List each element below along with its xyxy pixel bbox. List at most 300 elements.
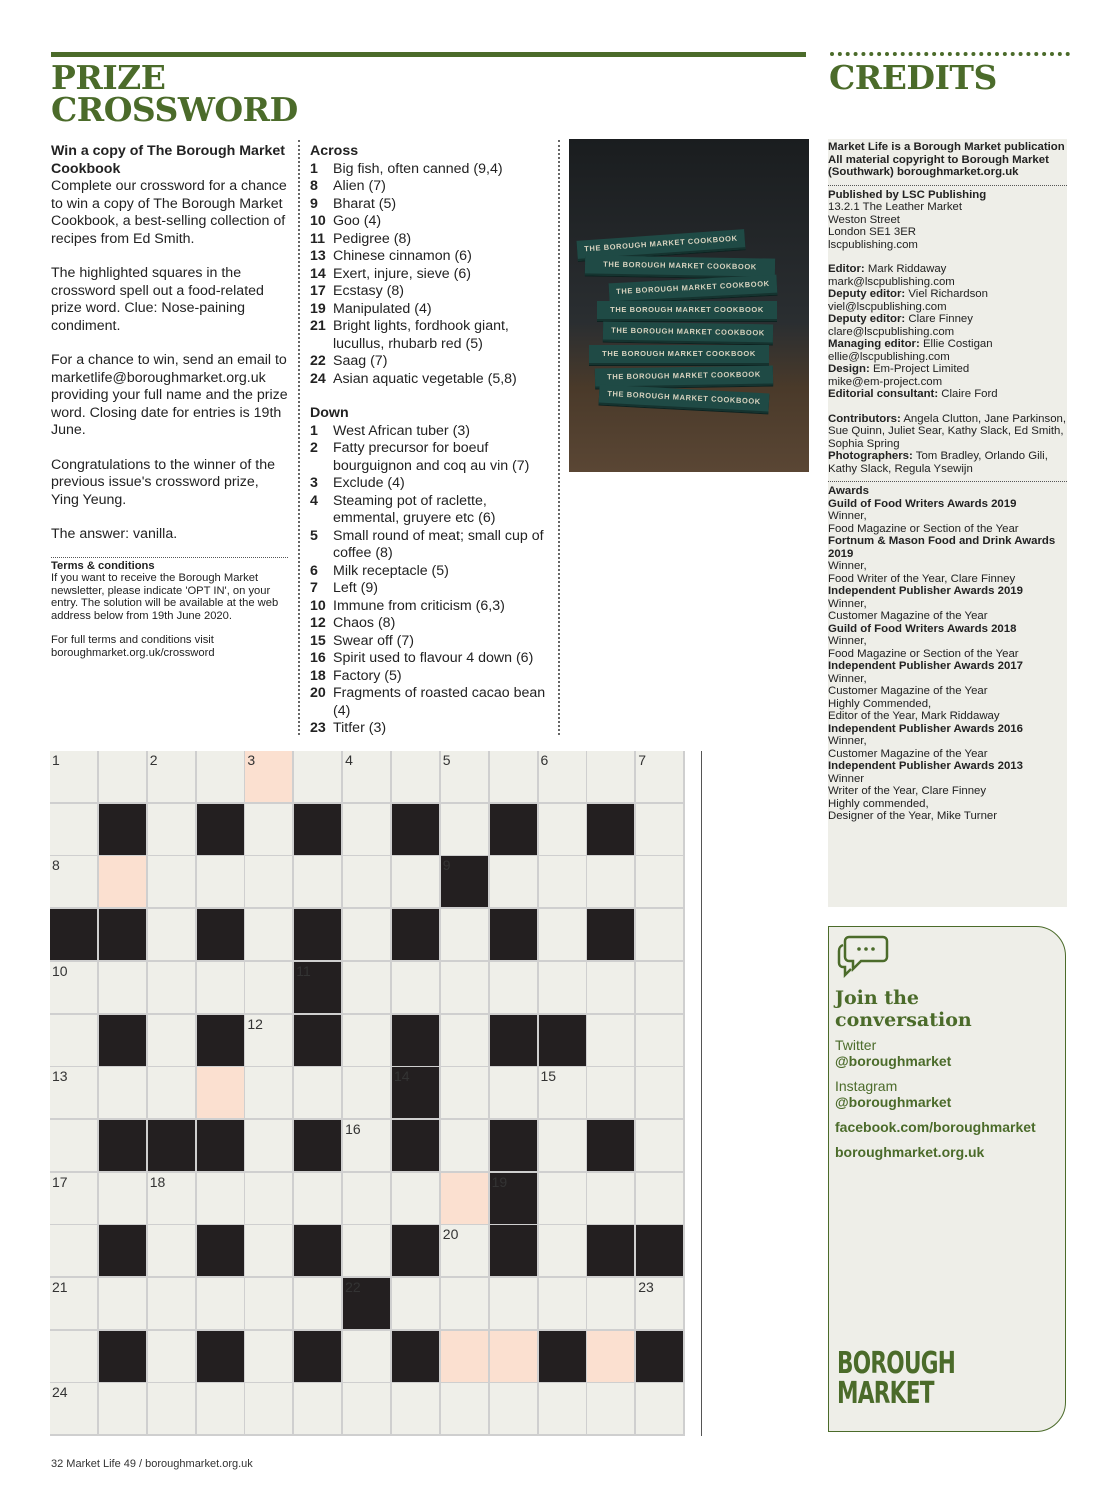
photographers xyxy=(828,450,1067,475)
intro-column xyxy=(51,143,288,671)
grid-clue-number: 19 xyxy=(491,1173,508,1190)
grid-black-square xyxy=(197,1015,244,1066)
grid-square[interactable] xyxy=(245,1173,292,1224)
grid-clue-number: 14 xyxy=(393,1068,410,1085)
award-line: Winner xyxy=(828,772,865,785)
award-line: Winner, xyxy=(828,672,867,685)
grid-square[interactable] xyxy=(245,909,292,960)
facebook-link[interactable]: facebook.com/boroughmarket xyxy=(835,1119,1036,1135)
grid-black-square xyxy=(294,1331,341,1382)
grid-clue-number: 2 xyxy=(149,752,158,768)
staff-email: ellie@lscpublishing.com xyxy=(828,350,950,363)
grid-square[interactable] xyxy=(50,1278,97,1329)
staff-entry xyxy=(828,288,1067,301)
grid-square[interactable] xyxy=(245,962,292,1013)
intro-paragraph: Congratulations to the winner of the previous issue's crossword prize, Ying Yeung. xyxy=(51,456,275,508)
grid-square[interactable] xyxy=(343,804,390,855)
twitter-handle-link[interactable]: @boroughmarket xyxy=(835,1053,952,1069)
grid-square[interactable] xyxy=(636,856,683,907)
grid-square[interactable] xyxy=(343,1225,390,1276)
grid-square[interactable] xyxy=(50,856,97,907)
grid-square[interactable] xyxy=(441,1383,488,1434)
grid-square[interactable] xyxy=(441,909,488,960)
grid-clue-number: 8 xyxy=(52,857,60,874)
clue-text: Small round of meat; small cup of coffee (8) xyxy=(333,527,544,561)
grid-black-square xyxy=(490,909,537,960)
book-spine: THE BOROUGH MARKET COOKBOOK xyxy=(595,365,773,388)
grid-square[interactable] xyxy=(50,804,97,855)
grid-clue-number: 5 xyxy=(442,752,451,768)
grid-square[interactable] xyxy=(587,751,634,802)
grid-square[interactable] xyxy=(539,1120,586,1171)
grid-black-square xyxy=(392,1015,439,1066)
clue-text: Saag (7) xyxy=(333,353,388,369)
clue-text: Bharat (5) xyxy=(333,195,397,212)
grid-square[interactable] xyxy=(539,1225,586,1276)
terms-paragraph: If you want to receive the Borough Market newsletter, please indicate 'OPT IN', on your entry. The solution will be available at the web address below from 19th June 2020. xyxy=(51,572,279,622)
down-heading: Down xyxy=(310,405,349,421)
grid-square[interactable] xyxy=(636,909,683,960)
across-heading: Across xyxy=(310,143,359,159)
grid-square[interactable] xyxy=(587,856,634,907)
award-line: Highly Commended, xyxy=(828,697,932,710)
grid-square[interactable] xyxy=(539,962,586,1013)
clues-column xyxy=(310,143,555,738)
staff-name: Clare Finney xyxy=(908,313,973,325)
grid-square[interactable] xyxy=(294,1278,341,1329)
staff-list xyxy=(828,263,1067,401)
staff-entry xyxy=(828,263,1067,276)
staff-role: Managing editor: xyxy=(828,338,920,350)
grid-square[interactable] xyxy=(50,1331,97,1382)
grid-square[interactable] xyxy=(148,1067,195,1118)
grid-square[interactable] xyxy=(490,1383,537,1434)
grid-square[interactable] xyxy=(148,909,195,960)
clue-number: 12 xyxy=(310,615,326,631)
award-line: Designer of the Year, Mike Turner xyxy=(828,810,998,822)
grid-square[interactable] xyxy=(50,1383,97,1434)
grid-clue-number: 16 xyxy=(345,1120,361,1137)
grid-square[interactable] xyxy=(392,1383,439,1434)
grid-square[interactable] xyxy=(539,909,586,960)
grid-highlight-square[interactable] xyxy=(197,1067,244,1118)
clue-item xyxy=(310,231,555,249)
grid-square[interactable] xyxy=(587,1067,634,1118)
grid-square[interactable] xyxy=(392,751,439,802)
grid-black-square xyxy=(197,1331,244,1382)
intro-paragraph: The answer: vanilla. xyxy=(51,526,178,542)
grid-square[interactable] xyxy=(148,856,195,907)
grid-square[interactable] xyxy=(148,1015,195,1066)
book-spine: THE BOROUGH MARKET COOKBOOK xyxy=(603,322,773,345)
grid-square[interactable] xyxy=(50,1173,97,1224)
grid-square[interactable] xyxy=(245,1278,292,1329)
grid-black-square xyxy=(294,909,341,960)
grid-square[interactable] xyxy=(587,1383,634,1434)
grid-black-square xyxy=(490,1120,537,1171)
grid-black-square xyxy=(197,1120,244,1171)
grid-clue-number: 10 xyxy=(52,962,68,979)
grid-square[interactable] xyxy=(197,751,244,802)
grid-square[interactable] xyxy=(99,1067,146,1118)
grid-square[interactable] xyxy=(343,1120,390,1171)
clue-item xyxy=(310,353,555,371)
grid-highlight-square[interactable] xyxy=(587,1331,634,1382)
staff-name: Viel Richardson xyxy=(908,288,988,300)
grid-black-square xyxy=(636,1331,683,1382)
clue-text: Milk receptacle (5) xyxy=(333,562,449,579)
intro-heading: Win a copy of The Borough Market Cookbook xyxy=(51,143,285,177)
grid-clue-number: 1 xyxy=(52,752,60,768)
staff-entry xyxy=(828,363,1067,376)
grid-black-square xyxy=(294,1120,341,1171)
grid-highlight-square[interactable] xyxy=(441,1173,488,1224)
page-title xyxy=(51,58,298,129)
clue-number: 4 xyxy=(310,492,318,509)
grid-square[interactable] xyxy=(197,856,244,907)
contributors-label: Contributors: xyxy=(828,412,901,425)
page-footer: 32 Market Life 49 / boroughmarket.org.uk xyxy=(51,1458,253,1470)
clue-number: 2 xyxy=(310,440,318,456)
staff-entry xyxy=(828,313,1067,326)
grid-clue-number: 22 xyxy=(345,1279,361,1295)
grid-black-square xyxy=(392,1331,439,1382)
clue-number: 14 xyxy=(310,265,326,282)
join-heading-line2: conversation xyxy=(835,1009,972,1031)
grid-square[interactable] xyxy=(197,1383,244,1434)
grid-square[interactable] xyxy=(245,1120,292,1171)
grid-square[interactable] xyxy=(50,962,97,1013)
clue-item xyxy=(310,563,555,581)
crossword-grid xyxy=(50,751,685,1436)
clue-number: 1 xyxy=(310,422,318,439)
grid-square[interactable] xyxy=(148,1278,195,1329)
grid-square[interactable] xyxy=(392,962,439,1013)
grid-square[interactable] xyxy=(99,1173,146,1224)
clue-text: Alien (7) xyxy=(333,178,386,194)
grid-square[interactable] xyxy=(490,856,537,907)
grid-black-square xyxy=(441,856,488,907)
award-line: Highly commended, xyxy=(828,797,929,810)
grid-square[interactable] xyxy=(294,1173,341,1224)
grid-highlight-square[interactable] xyxy=(441,1331,488,1382)
grid-square[interactable] xyxy=(636,1383,683,1434)
grid-square[interactable] xyxy=(294,1067,341,1118)
staff-name: Ellie Costigan xyxy=(922,338,993,350)
grid-square[interactable] xyxy=(50,1015,97,1066)
grid-square[interactable] xyxy=(343,751,390,802)
grid-square[interactable] xyxy=(441,962,488,1013)
down-clue-list xyxy=(310,423,555,738)
grid-square[interactable] xyxy=(343,1015,390,1066)
grid-square[interactable] xyxy=(539,856,586,907)
grid-square[interactable] xyxy=(50,751,97,802)
grid-clue-number: 12 xyxy=(247,1015,263,1032)
intro-paragraph: Complete our crossword for a chance to win a copy of The Borough Market Cookbook, a best-selling collection of recipes from Ed Smith. xyxy=(51,178,287,247)
grid-square[interactable] xyxy=(587,962,634,1013)
grid-square[interactable] xyxy=(343,962,390,1013)
clue-item xyxy=(310,196,555,214)
grid-square[interactable] xyxy=(343,1331,390,1382)
grid-black-square xyxy=(99,909,146,960)
grid-square[interactable] xyxy=(50,1120,97,1171)
grid-square[interactable] xyxy=(441,751,488,802)
grid-square[interactable] xyxy=(539,1067,586,1118)
grid-square[interactable] xyxy=(245,1067,292,1118)
grid-square[interactable] xyxy=(343,1383,390,1434)
publisher-address-line: Weston Street xyxy=(828,213,900,226)
grid-square[interactable] xyxy=(490,1067,537,1118)
clue-item xyxy=(310,633,555,651)
grid-square[interactable] xyxy=(587,1278,634,1329)
grid-square[interactable] xyxy=(636,1278,683,1329)
award-heading: Independent Publisher Awards 2013 xyxy=(828,760,1023,772)
clue-number: 13 xyxy=(310,248,326,264)
grid-square[interactable] xyxy=(148,804,195,855)
grid-black-square xyxy=(99,804,146,855)
clue-item xyxy=(310,178,555,196)
grid-square[interactable] xyxy=(539,751,586,802)
clue-item xyxy=(310,685,555,720)
grid-square[interactable] xyxy=(539,804,586,855)
grid-black-square xyxy=(490,1225,537,1276)
staff-role: Deputy editor: xyxy=(828,313,906,325)
grid-black-square xyxy=(587,1120,634,1171)
grid-square[interactable] xyxy=(50,1067,97,1118)
grid-square[interactable] xyxy=(148,751,195,802)
clue-number: 19 xyxy=(310,300,326,317)
grid-square[interactable] xyxy=(636,1067,683,1118)
grid-square[interactable] xyxy=(197,1173,244,1224)
grid-clue-number: 18 xyxy=(149,1173,166,1190)
header-rule xyxy=(51,52,806,57)
award-line: Winner, xyxy=(828,510,867,522)
grid-square[interactable] xyxy=(441,1015,488,1066)
grid-square[interactable] xyxy=(197,962,244,1013)
clue-text: West African tuber (3) xyxy=(333,422,470,439)
grid-square[interactable] xyxy=(441,1120,488,1171)
social-content xyxy=(835,987,1060,1160)
terms-heading: Terms & conditions xyxy=(51,557,288,573)
grid-square[interactable] xyxy=(636,751,683,802)
book-spine: THE BOROUGH MARKET COOKBOOK xyxy=(599,385,770,414)
award-line: Winner, xyxy=(828,635,867,647)
staff-email: mark@lscpublishing.com xyxy=(828,275,955,288)
grid-square[interactable] xyxy=(636,962,683,1013)
grid-square[interactable] xyxy=(99,1383,146,1434)
grid-square[interactable] xyxy=(294,1383,341,1434)
grid-square[interactable] xyxy=(148,1173,195,1224)
speech-bubble-icon xyxy=(835,933,889,984)
clue-text: Chaos (8) xyxy=(333,615,396,631)
grid-clue-number: 6 xyxy=(540,752,549,768)
staff-name: Mark Riddaway xyxy=(867,263,947,275)
clue-number: 6 xyxy=(310,562,318,579)
grid-black-square xyxy=(392,1120,439,1171)
clue-item xyxy=(310,161,555,179)
instagram-handle-link[interactable]: @boroughmarket xyxy=(835,1094,952,1110)
clue-number: 23 xyxy=(310,720,326,736)
clue-text: Goo (4) xyxy=(333,213,382,229)
grid-square[interactable] xyxy=(294,856,341,907)
book-spine: THE BOROUGH MARKET COOKBOOK xyxy=(597,301,777,321)
grid-square[interactable] xyxy=(99,751,146,802)
grid-square[interactable] xyxy=(441,804,488,855)
staff-email: mike@em-project.com xyxy=(828,375,943,388)
award-line: Customer Magazine of the Year xyxy=(828,685,988,697)
book-spine: THE BOROUGH MARKET COOKBOOK xyxy=(577,229,746,261)
grid-square[interactable] xyxy=(490,751,537,802)
clue-text: Left (9) xyxy=(333,580,378,596)
grid-square[interactable] xyxy=(392,1278,439,1329)
grid-square[interactable] xyxy=(343,856,390,907)
clue-item xyxy=(310,440,555,475)
grid-square[interactable] xyxy=(490,1278,537,1329)
logo-line2: MARKET xyxy=(837,1376,934,1411)
award-heading: Independent Publisher Awards 2016 xyxy=(828,722,1023,735)
grid-black-square xyxy=(539,1331,586,1382)
award-heading: Fortnum & Mason Food and Drink Awards 2019 xyxy=(828,535,1056,560)
join-heading-line1: Join the xyxy=(835,987,919,1009)
intro-paragraph: The highlighted squares in the crossword spell out a food-related prize word. Clue: Nose-paining condiment. xyxy=(51,265,264,334)
column-divider xyxy=(298,140,300,735)
grid-divider xyxy=(701,751,702,1436)
grid-square[interactable] xyxy=(245,1015,292,1066)
grid-black-square xyxy=(294,804,341,855)
grid-square[interactable] xyxy=(148,1225,195,1276)
website-link[interactable]: boroughmarket.org.uk xyxy=(835,1144,985,1160)
grid-black-square xyxy=(636,1225,683,1276)
clue-item xyxy=(310,528,555,563)
grid-square[interactable] xyxy=(245,1225,292,1276)
grid-square[interactable] xyxy=(587,1015,634,1066)
staff-email: clare@lscpublishing.com xyxy=(828,325,955,338)
grid-square[interactable] xyxy=(245,1331,292,1382)
clue-text: Manipulated (4) xyxy=(333,300,432,317)
book-spine: THE BOROUGH MARKET COOKBOOK xyxy=(585,255,775,278)
award-line: Winner, xyxy=(828,560,867,572)
staff-entry xyxy=(828,338,1067,351)
grid-square[interactable] xyxy=(50,1225,97,1276)
grid-square[interactable] xyxy=(539,1173,586,1224)
grid-clue-number: 11 xyxy=(296,962,311,979)
grid-square[interactable] xyxy=(441,1278,488,1329)
clue-item xyxy=(310,318,555,353)
grid-black-square xyxy=(490,804,537,855)
twitter-label: Twitter xyxy=(835,1037,877,1053)
credits-dotted-rule xyxy=(830,52,1070,56)
grid-square[interactable] xyxy=(99,1278,146,1329)
book-spine: THE BOROUGH MARKET COOKBOOK xyxy=(609,275,778,304)
staff-email: viel@lscpublishing.com xyxy=(828,300,947,313)
award-line: Food Magazine or Section of the Year xyxy=(828,647,1019,660)
clue-number: 21 xyxy=(310,318,326,334)
clue-number: 22 xyxy=(310,353,326,369)
clue-number: 1 xyxy=(310,160,318,177)
staff-name: Em-Project Limited xyxy=(872,363,970,375)
page-title-line2: CROSSWORD xyxy=(51,90,298,129)
award-line: Editor of the Year, Mark Riddaway xyxy=(828,710,1000,722)
grid-highlight-square[interactable] xyxy=(99,856,146,907)
grid-square[interactable] xyxy=(392,1173,439,1224)
award-line: Winner, xyxy=(828,735,867,747)
publisher-label: Published by LSC Publishing xyxy=(828,188,987,201)
grid-square[interactable] xyxy=(245,856,292,907)
grid-square[interactable] xyxy=(99,962,146,1013)
clue-item xyxy=(310,301,555,319)
grid-clue-number: 7 xyxy=(638,752,646,768)
award-heading: Guild of Food Writers Awards 2018 xyxy=(828,622,1017,635)
instagram-label: Instagram xyxy=(835,1078,898,1094)
page-title-line1: PRIZE xyxy=(51,58,166,97)
grid-square[interactable] xyxy=(245,1383,292,1434)
grid-square[interactable] xyxy=(343,909,390,960)
grid-square[interactable] xyxy=(539,1278,586,1329)
grid-square[interactable] xyxy=(636,1120,683,1171)
grid-square[interactable] xyxy=(636,804,683,855)
grid-square[interactable] xyxy=(294,751,341,802)
clue-number: 10 xyxy=(310,597,326,614)
grid-square[interactable] xyxy=(490,962,537,1013)
grid-black-square xyxy=(392,1067,439,1118)
grid-black-square xyxy=(294,962,341,1013)
credits-copyright xyxy=(828,139,1067,185)
grid-square[interactable] xyxy=(636,1015,683,1066)
social-panel xyxy=(828,926,1066,1432)
grid-square[interactable] xyxy=(587,1173,634,1224)
grid-square[interactable] xyxy=(343,1173,390,1224)
grid-square[interactable] xyxy=(197,1278,244,1329)
grid-clue-number: 24 xyxy=(52,1384,68,1401)
staff-role: Editor: xyxy=(828,263,865,275)
grid-square[interactable] xyxy=(441,1225,488,1276)
grid-black-square xyxy=(490,1015,537,1066)
grid-square[interactable] xyxy=(343,1067,390,1118)
grid-clue-number: 23 xyxy=(638,1279,654,1295)
photographers-names: Tom Bradley, Orlando Gili, Kathy Slack, Regula Ysewijn xyxy=(828,450,1048,475)
clue-number: 15 xyxy=(310,632,326,649)
grid-black-square xyxy=(392,804,439,855)
clue-item xyxy=(310,615,555,633)
grid-square[interactable] xyxy=(148,1331,195,1382)
grid-square[interactable] xyxy=(636,1173,683,1224)
grid-black-square xyxy=(587,909,634,960)
clue-text: Spirit used to flavour 4 down (6) xyxy=(333,650,534,666)
copyright-text: Market Life is a Borough Market publication All material copyright to Borough Market (Southwark) boroughmarket.org.uk xyxy=(828,141,1065,178)
grid-highlight-square[interactable] xyxy=(245,751,292,802)
grid-black-square xyxy=(294,1225,341,1276)
clue-item xyxy=(310,475,555,493)
grid-square[interactable] xyxy=(148,1383,195,1434)
credits-panel xyxy=(828,139,1067,907)
grid-square[interactable] xyxy=(392,856,439,907)
grid-square[interactable] xyxy=(245,804,292,855)
grid-clue-number: 15 xyxy=(540,1068,557,1085)
grid-square[interactable] xyxy=(148,962,195,1013)
staff-role: Deputy editor: xyxy=(828,288,906,300)
grid-black-square xyxy=(587,1225,634,1276)
award-line: Customer Magazine of the Year xyxy=(828,610,988,622)
awards-list xyxy=(828,498,1067,823)
grid-square[interactable] xyxy=(441,1067,488,1118)
grid-highlight-square[interactable] xyxy=(490,1331,537,1382)
clue-number: 20 xyxy=(310,685,326,701)
clue-text: Fragments of roasted cacao bean (4) xyxy=(333,685,546,719)
grid-square[interactable] xyxy=(539,1383,586,1434)
clue-item xyxy=(310,598,555,616)
grid-clue-number: 21 xyxy=(52,1279,68,1295)
clue-text: Ecstasy (8) xyxy=(333,283,404,299)
